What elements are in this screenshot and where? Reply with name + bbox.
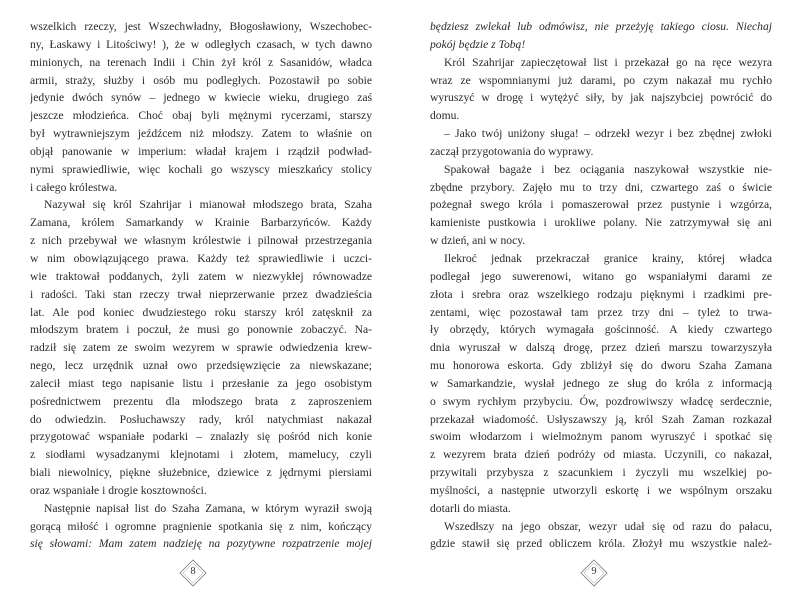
text-line: objął panowanie w imperium: władał krajem i rządził podwład- (30, 144, 372, 158)
text-line: pożegnał swego króla i pomaszerował przez pustynie i wzgórza, (430, 198, 772, 212)
text-line: ły obrzędy, których wymagała gościnność. A kiedy czwartego (430, 323, 772, 337)
text-line: Nazywał się król Szahrijar i mianował młodszego brata, Szaha (44, 198, 372, 212)
text-line: był wytrawniejszym jeźdźcem niż młodszy. Zatem to właśnie on (30, 127, 372, 141)
page-number: 8 (190, 566, 196, 577)
text-line: gorącą miłość i ogromne pragnienie spotkania się z nim, kończący (30, 519, 372, 533)
text-line: w dzień, ani w nocy. (430, 234, 526, 248)
text-line: biali niewolnicy, piękne służebnice, dziewice z jędrnymi piersiami (30, 466, 372, 480)
text-line: gdzie stawił się przed obliczem króla. Złożył mu wszystkie należ- (430, 537, 772, 551)
text-line: wszelkich rzeczy, jest Wszechwładny, Błogosławiony, Wszechobec- (30, 20, 372, 33)
text-line: ny, Łaskawy i Litościwy! ), że w odległych czasach, w tych dawno (30, 37, 372, 51)
text-line: pokój będzie z Tobą! (430, 37, 526, 51)
text-line: lat. Ale pod koniec dwudziestego roku starszy król zatęsknił za (30, 305, 372, 319)
page-number-ornament-left (178, 558, 208, 588)
text-line: zaczął przygotowania do wyprawy. (430, 144, 594, 158)
right-page-text (430, 18, 772, 554)
text-line: zbędne przybory. Zajęło mu to trzy dni, czwartego zaś o świcie (430, 180, 772, 194)
text-line: podlegał jego suwerenowi, witano go wspaniałymi darami ze (430, 269, 772, 283)
text-line: jeszcze młodzieńca. Choć obaj byli mężnymi rycerzami, starszy (30, 109, 372, 123)
text-line: nego, lecz urzędnik uznał owo przedsięwzięcie za niewskazane; (30, 359, 372, 373)
text-line (430, 553, 772, 554)
text-line: do odwiedzin. Posłuchawszy rady, król natychmiast nakazał (30, 412, 372, 426)
text-line: Spakował bagaże i bez ociągania naszykował wszystkie nie- (444, 162, 772, 176)
text-line: radził się zatem ze swoim wezyrem w sprawie odwiedzenia krew- (30, 341, 372, 355)
text-line: złota i srebra oraz wszelkiego rodzaju pięknymi i rzadkimi pre- (430, 287, 772, 301)
text-line: minionych, na terenach Indii i Chin żył król z Sasanidów, władca (30, 55, 372, 69)
text-line: wyruszyć w drogę i wytężyć siły, by jak najszybciej powrócić do (430, 91, 772, 105)
text-line: i całego królestwa. (30, 180, 118, 194)
text-line: dotarli do miasta. (430, 501, 511, 515)
text-line: mu honorowa eskorta. Gdy zbliżył się do dworu Szaha Zamana (430, 359, 772, 373)
text-line: oraz wspaniałe i drogie kosztowności. (30, 483, 207, 497)
text-line: Zamana, królem Samarkandy w Krainie Barbarzyńców. Każdy (30, 216, 372, 230)
text-line: będziesz zwlekał lub odmówisz, nie przeżyję takiego ciosu. Niechaj (430, 20, 772, 33)
text-line: zalecił miast tego napisanie listu i przesłanie za jego osobistym (30, 376, 372, 390)
text-line: Ilekroć jednak przekraczał granice krainy, której władca (444, 251, 772, 265)
text-line: myślności, a następnie utworzyli eskortę i we wspólnym orszaku (430, 483, 772, 497)
text-line: przywitali przybysza z szacunkiem i życzyli mu wszelkiej po- (430, 466, 772, 480)
text-line: w Samarkandzie, wysłał jednego ze sług do króla z informacją (430, 376, 772, 390)
page-number-ornament-right (579, 558, 609, 588)
text-line: pośrednictwem prezentu dla młodszego brata z zaproszeniem (30, 394, 372, 408)
text-line: o swym rychłym przybyciu. Ów, pozdrowiwszy władcę serdecznie, (430, 394, 772, 408)
text-line: i radości. Taki stan rzeczy trwał nieprzerwanie przez dwadzieścia (30, 287, 372, 301)
page-number: 9 (591, 566, 597, 577)
text-line: Wszedłszy na jego obszar, wezyr udał się od razu do pałacu, (444, 519, 772, 533)
text-line: Następnie napisał list do Szaha Zamana, w którym wyraził swoją (44, 501, 372, 515)
text-line: nymi sprawiedliwie, więc kochali go wszyscy mieszkańcy stolicy (30, 162, 372, 176)
text-line: młodszym bratem i poczuł, że musi go ponownie zobaczyć. Na- (30, 323, 372, 337)
text-line: Król Szahrijar zapieczętował list i przekazał go na ręce wezyra (444, 55, 772, 69)
text-line: wie traktował poddanych, żyli zatem w niezwykłej równowadze (30, 269, 372, 283)
text-line: jedynie dwóch synów – jednego w kwiecie wieku, drugiego zaś (30, 91, 372, 105)
text-line: swoim włodarzom i wielmożnym panom wyruszyć i spotkać się (430, 430, 772, 444)
text-line: przygotować wspaniałe podarki – znalazły się pośród nich konie (30, 430, 372, 444)
text-line: kamieniste pustkowia i urokliwe polany. Nie zatrzymywał się ani (430, 216, 772, 230)
text-line: w nim obowiązującego prawa. Każdy też sprawiedliwie i uczci- (30, 251, 372, 265)
text-line: armii, straży, służby i osób mu podległych. Pozostawił po sobie (30, 73, 372, 87)
text-line (30, 553, 372, 554)
text-line: dnia wyruszał w dalszą drogę, przez dzień marszu towarzyszyła (430, 341, 772, 355)
text-line: z siodłami wysadzanymi klejnotami i złotem, mamelucy, czyli (30, 448, 372, 462)
text-line: z nich przebywał we własnym królestwie i pilnował przestrzegania (30, 234, 372, 248)
text-line: – Jako twój uniżony sługa! – odrzekł wezyr i bez zbędnej zwłoki (444, 127, 772, 141)
text-line: wraz ze wspomnianymi już darami, po czym nakazał mu rychło (430, 73, 772, 87)
text-line: zentami, więc pozostawał tam przez trzy dni – tyleż to trwa- (430, 305, 772, 319)
text-line: domu. (430, 109, 460, 123)
text-line: się słowami: Mam zatem nadzieję na pozytywne rozpatrzenie mojej (30, 537, 372, 551)
left-page-text (30, 18, 372, 554)
text-line: z wezyrem brata dzień podróży od miasta. Uczynili, co nakazał, (430, 448, 772, 462)
text-line: przekazał wiadomość. Usłyszawszy ją, król Szah Zaman rozkazał (430, 412, 772, 426)
